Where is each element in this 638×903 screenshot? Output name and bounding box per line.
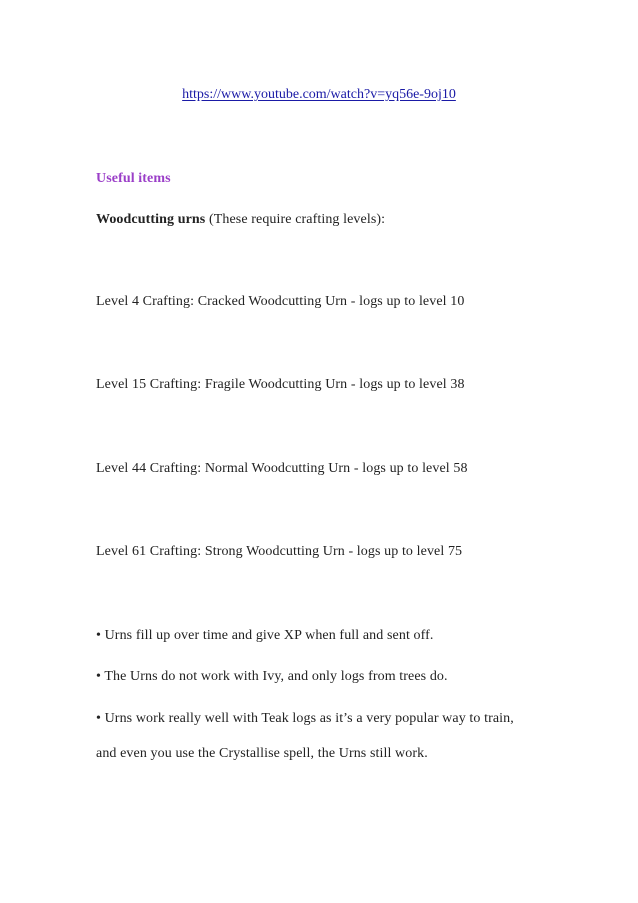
level-line: Level 4 Crafting: Cracked Woodcutting Urn - logs up to level 10 (96, 294, 465, 309)
bullet-continuation: and even you use the Crystallise spell, the Urns still work. (96, 746, 428, 761)
subheading-bold: Woodcutting urns (96, 212, 206, 227)
level-line: Level 61 Crafting: Strong Woodcutting Urn - logs up to level 75 (96, 544, 463, 559)
youtube-link[interactable]: https://www.youtube.com/watch?v=yq56e-9oj10 (182, 87, 456, 102)
subheading-rest: (These require crafting levels): (205, 212, 386, 227)
bullet-item: • The Urns do not work with Ivy, and only logs from trees do. (96, 669, 448, 684)
level-line: Level 15 Crafting: Fragile Woodcutting Urn - logs up to level 38 (96, 377, 465, 392)
bullet-item: • Urns fill up over time and give XP when full and sent off. (96, 628, 434, 643)
bullet-item: • Urns work really well with Teak logs as it’s a very popular way to train, (96, 711, 514, 726)
level-line: Level 44 Crafting: Normal Woodcutting Urn - logs up to level 58 (96, 461, 468, 476)
subheading-line (96, 211, 385, 229)
section-heading: Useful items (96, 171, 171, 186)
